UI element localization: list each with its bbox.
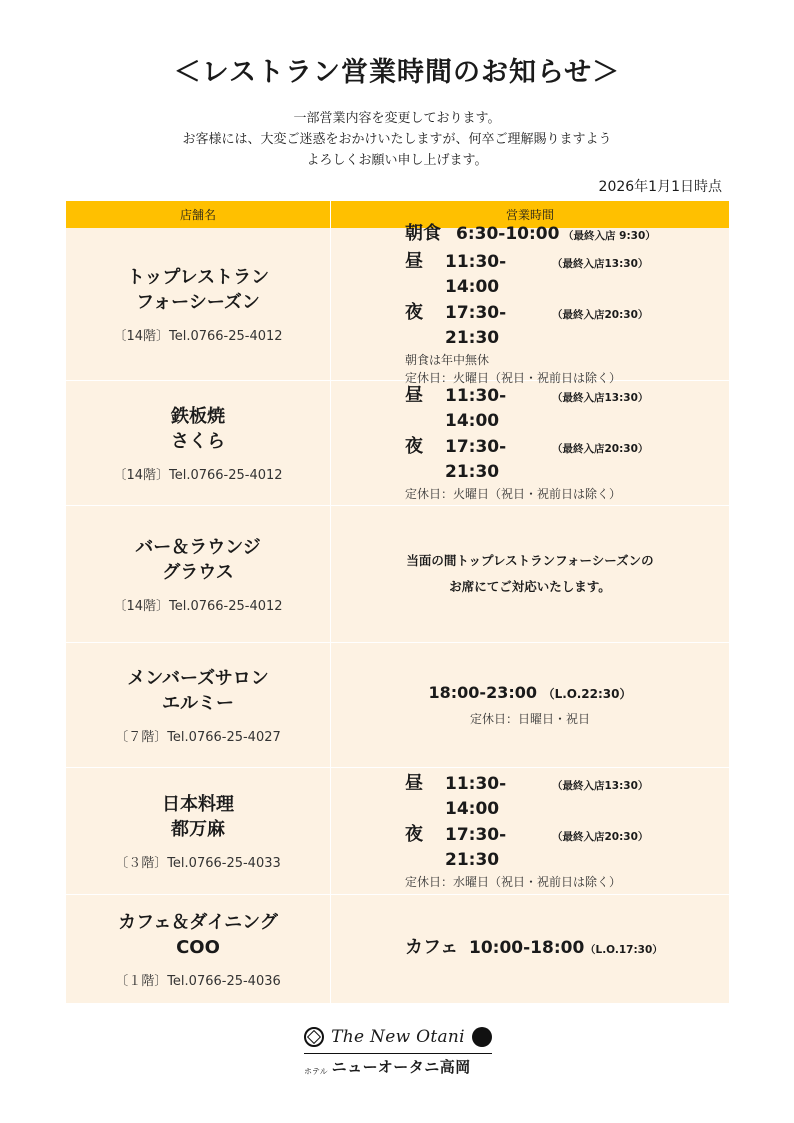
meal-label: 夜: [405, 302, 423, 323]
store-name: トップレストラン: [126, 266, 270, 288]
store-tel: 〔14階〕Tel.0766-25-4012: [113, 598, 283, 614]
store-name: メンバーズサロン: [127, 667, 269, 689]
meal-label: 夜: [405, 436, 423, 457]
last-entry-note: （最終入店13:30）: [552, 258, 649, 270]
hours-line: [429, 683, 632, 702]
hours-table: [66, 201, 729, 1003]
last-order-note: （L.O.17:30）: [585, 944, 663, 956]
store-tel: 〔14階〕Tel.0766-25-4012: [113, 328, 283, 344]
logo-script: The New Otani: [331, 1027, 465, 1047]
last-entry-note: （最終入店13:30）: [552, 780, 649, 792]
store-cell: [66, 228, 331, 380]
meal-time: 10:00-18:00: [469, 938, 585, 958]
store-cell: [66, 506, 331, 642]
hours-line: [405, 383, 729, 434]
crest-icon: [304, 1027, 324, 1047]
hours-line: [405, 822, 729, 873]
last-entry-note: （最終入店20:30）: [552, 831, 649, 843]
table-row-grouse: [66, 506, 729, 643]
hours-cell: [331, 768, 729, 894]
meal-time: 11:30-14:00: [445, 774, 507, 819]
hours-line: [405, 771, 729, 822]
open-hours: 18:00-23:00: [428, 682, 537, 702]
hours-cell: [331, 381, 729, 505]
last-order-note: （L.O.22:30）: [542, 686, 632, 701]
closed-days: 定休日：日曜日・祝日: [469, 711, 590, 726]
hours-line: [405, 935, 729, 963]
meal-time: 11:30-14:00: [445, 252, 507, 297]
hotel-name: ニューオータニ高岡: [331, 1058, 471, 1076]
meal-label: 昼: [405, 251, 423, 272]
closed-days: 定休日：火曜日（祝日・祝前日は除く）: [405, 371, 622, 385]
service-message: 当面の間トップレストランフォーシーズンの: [406, 553, 654, 568]
intro-line: よろしくお願い申し上げます。: [306, 153, 488, 168]
store-tel: 〔１階〕Tel.0766-25-4036: [115, 973, 281, 989]
store-name: バー＆ラウンジ: [135, 536, 261, 558]
seal-icon: [472, 1027, 492, 1047]
service-message: お席にてご対応いたします。: [449, 579, 611, 594]
meal-time: 6:30-10:00: [456, 224, 560, 244]
store-cell: [66, 768, 331, 894]
header-hours: 営業時間: [505, 208, 554, 222]
hours-line: [405, 300, 729, 351]
intro-text: [0, 108, 794, 171]
store-tel: 〔14階〕Tel.0766-25-4012: [113, 467, 283, 483]
meal-label: 朝食: [405, 223, 441, 244]
store-name: 鉄板焼: [171, 405, 225, 427]
hours-cell: [331, 895, 729, 1003]
last-entry-note: （最終入店20:30）: [552, 443, 649, 455]
last-entry-note: （最終入店 9:30）: [563, 230, 656, 242]
hours-line: [405, 221, 729, 249]
header-store-name: 店舗名: [66, 201, 331, 228]
sub-note: 朝食は年中無休: [405, 353, 490, 367]
store-name: 都万麻: [171, 818, 225, 840]
store-name: グラウス: [162, 561, 234, 583]
intro-line: お客様には、大変ご迷惑をおかけいたしますが、何卒ご理解賜りますよう: [182, 132, 612, 147]
hotel-label: ホテル: [304, 1067, 328, 1076]
meal-label: 昼: [405, 773, 423, 794]
meal-time: 17:30-21:30: [445, 825, 507, 870]
hours-line: [405, 434, 729, 485]
meal-label: 夜: [405, 824, 423, 845]
closed-days: 定休日：水曜日（祝日・祝前日は除く）: [405, 875, 622, 889]
meal-time: 17:30-21:30: [445, 303, 507, 348]
store-cell: [66, 895, 331, 1003]
store-name: COO: [176, 936, 220, 958]
table-row-four-seasons: [66, 223, 729, 385]
as-of-date: 2026年1月1日時点: [598, 179, 722, 195]
meal-label: カフェ: [405, 937, 459, 958]
table-row-ermy: [66, 643, 729, 768]
hours-line: [405, 249, 729, 300]
intro-line: 一部営業内容を変更しております。: [293, 111, 501, 126]
last-entry-note: （最終入店13:30）: [552, 392, 649, 404]
store-name: さくら: [171, 430, 225, 452]
store-cell: [66, 643, 331, 767]
table-row-coo: [66, 895, 729, 1003]
store-tel: 〔７階〕Tel.0766-25-4027: [115, 729, 281, 745]
logo-divider: [304, 1053, 492, 1054]
store-name: カフェ＆ダイニング: [118, 911, 278, 933]
store-cell: [66, 381, 331, 505]
meal-time: 17:30-21:30: [445, 437, 507, 482]
table-row-tsumama: [66, 768, 729, 895]
store-name: フォーシーズン: [136, 291, 260, 313]
store-name: 日本料理: [162, 793, 234, 815]
hours-cell: [331, 506, 729, 642]
logo-japanese: [304, 1056, 492, 1077]
logo-brand-row: [304, 1024, 492, 1050]
meal-label: 昼: [405, 385, 423, 406]
table-row-sakura: [66, 381, 729, 506]
store-tel: 〔３階〕Tel.0766-25-4033: [115, 855, 281, 871]
closed-days: 定休日：火曜日（祝日・祝前日は除く）: [405, 487, 622, 501]
hours-cell: [331, 643, 729, 767]
meal-time: 11:30-14:00: [445, 386, 507, 431]
last-entry-note: （最終入店20:30）: [552, 309, 649, 321]
store-name: エルミー: [162, 692, 234, 714]
hotel-logo: [304, 1024, 492, 1076]
hours-cell: [331, 223, 729, 385]
page-title: ＜レストラン営業時間のお知らせ＞: [173, 57, 621, 88]
